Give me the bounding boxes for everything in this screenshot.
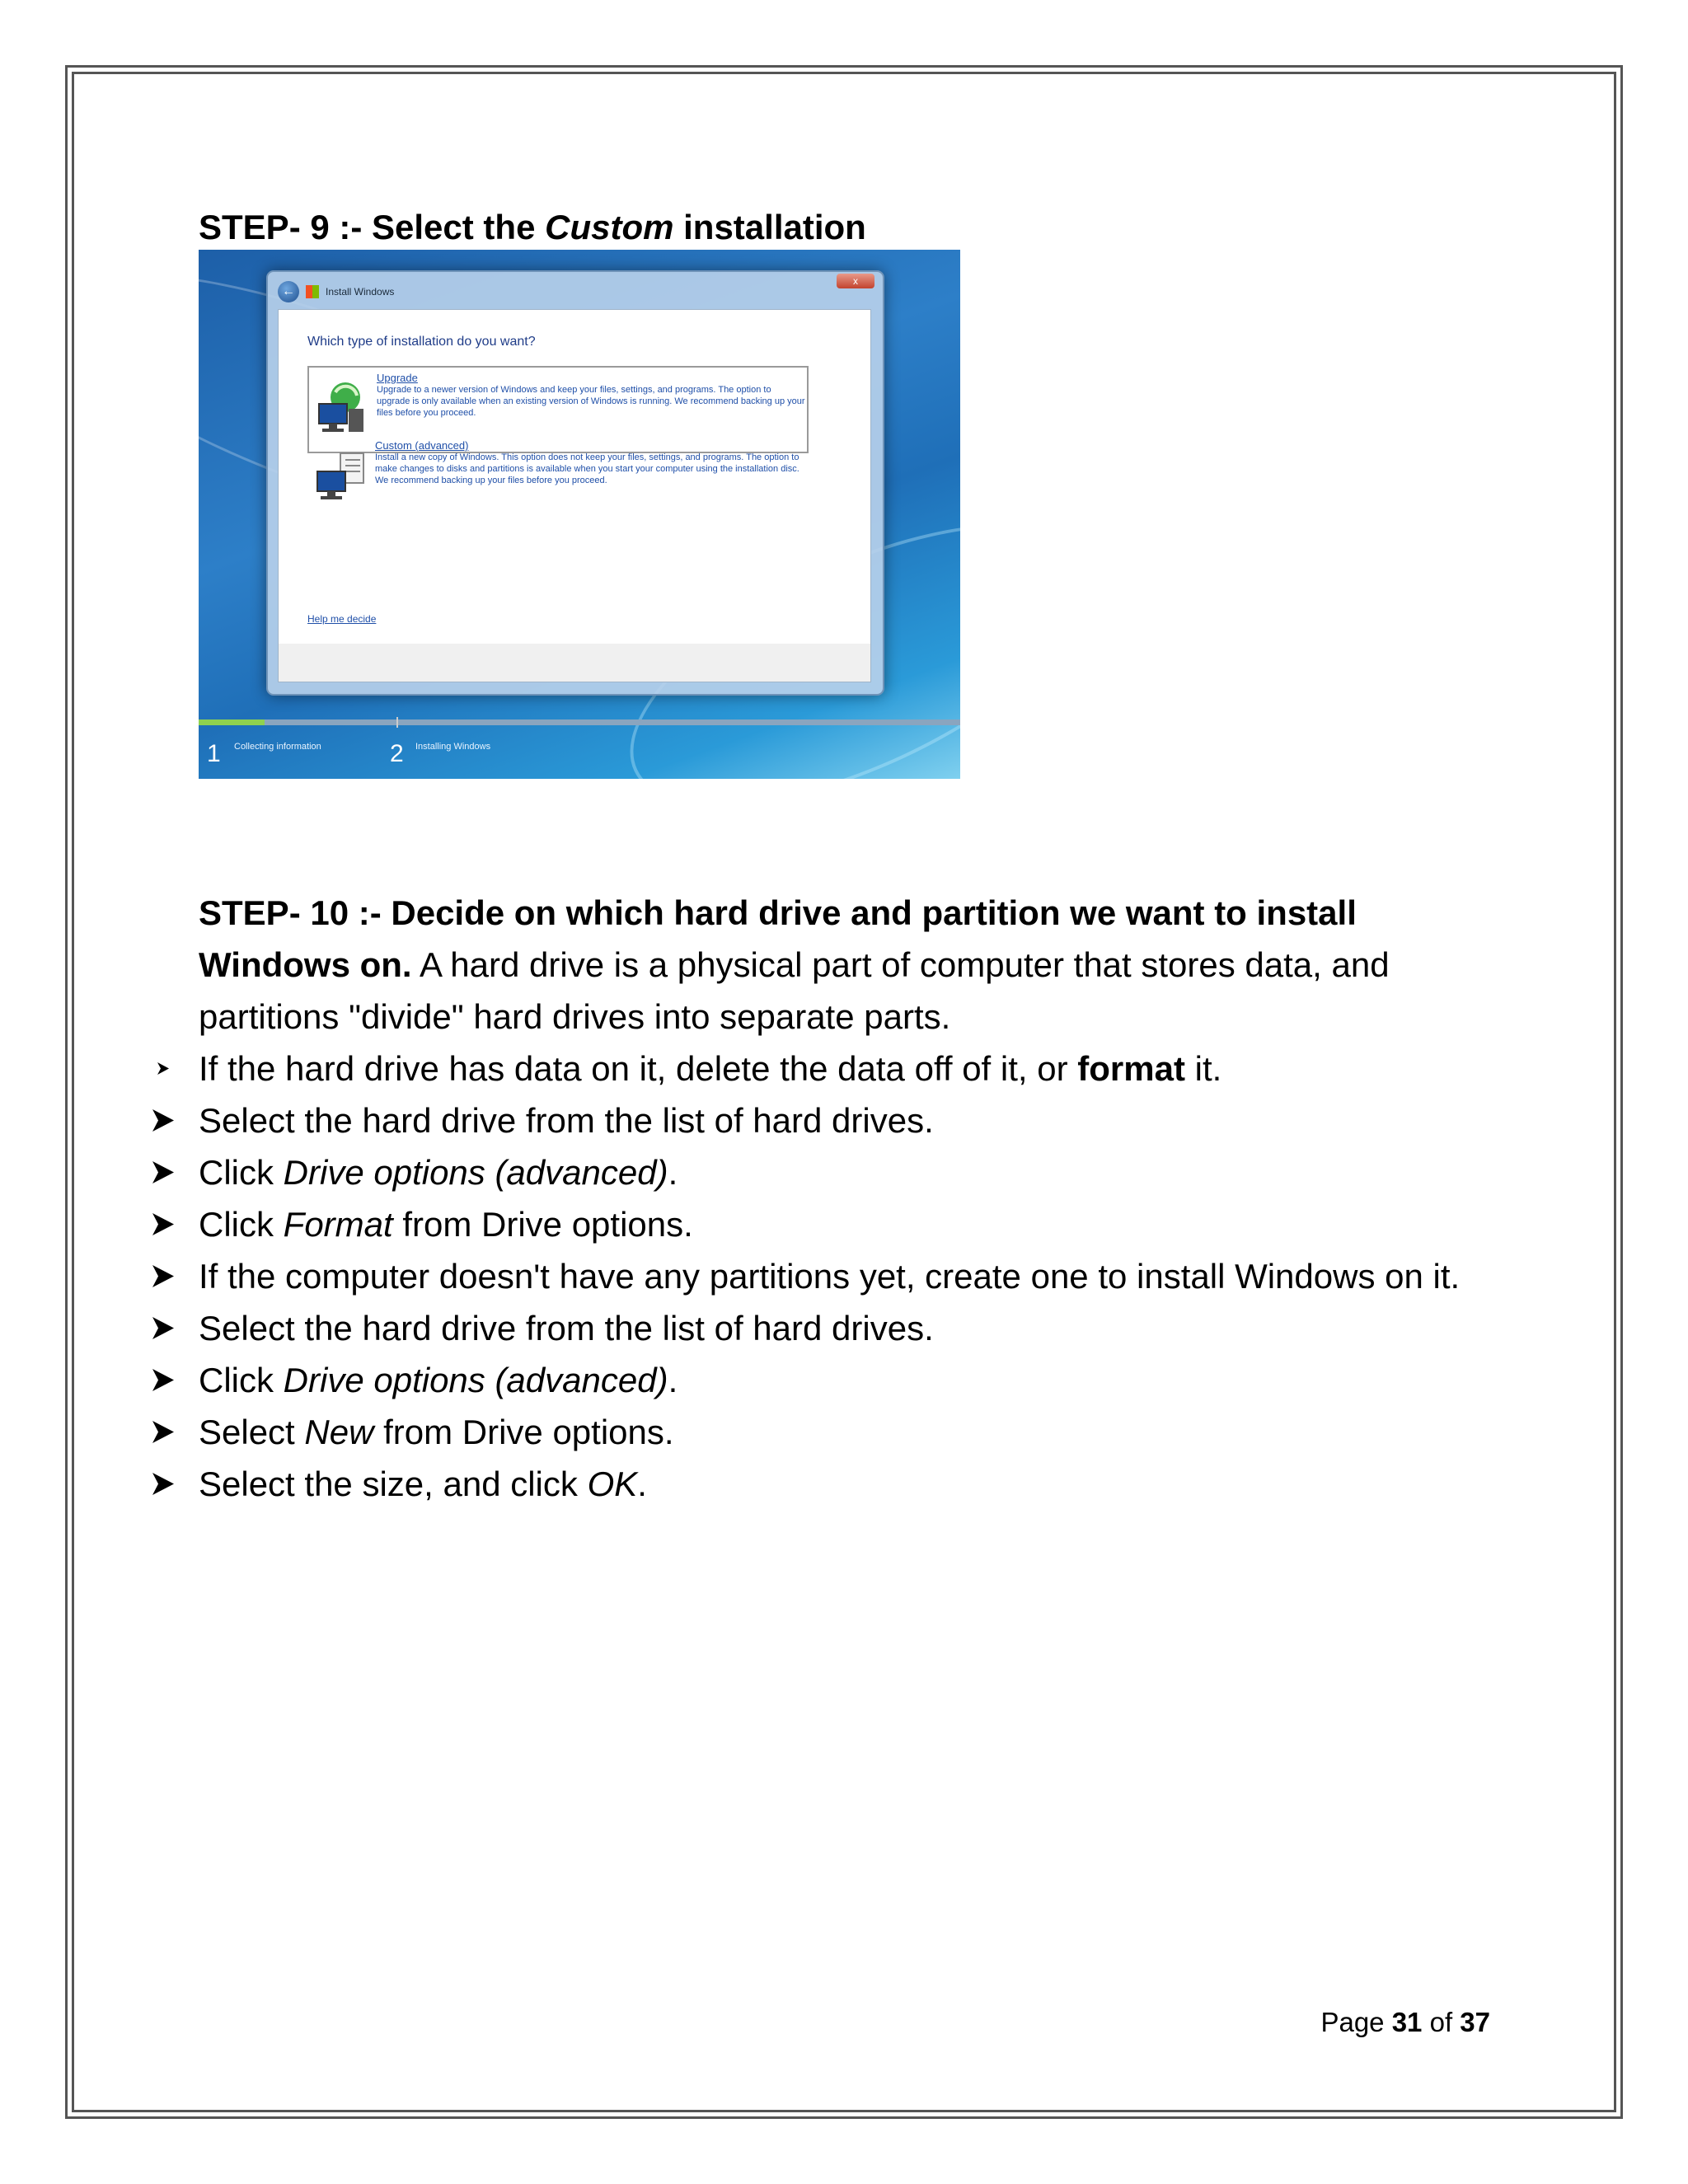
list-item-text: Select the hard drive from the list of hard drives.: [199, 1309, 934, 1347]
list-item-text-end: .: [637, 1465, 647, 1503]
setup-step-number: 1: [207, 740, 221, 767]
arrow-bullet-icon: [149, 1250, 182, 1302]
list-item: [149, 1146, 1501, 1198]
dialog-body: [278, 309, 871, 644]
upgrade-computer-icon: [314, 377, 368, 435]
step10-heading: STEP- 10 :- Decide on which hard drive and partition we want to install Windows on.: [199, 893, 1357, 984]
list-item-text-end: .: [668, 1153, 678, 1192]
list-item: [149, 1406, 1501, 1458]
list-item-text-end: it.: [1184, 1049, 1222, 1088]
close-button[interactable]: x: [837, 274, 874, 288]
footer-page-word: Page: [1320, 2007, 1392, 2037]
dialog-footer: [278, 644, 871, 682]
list-item-italic: Drive options (advanced): [283, 1153, 668, 1192]
list-item-text: If the computer doesn't have any partitions yet, create one to install Windows on it.: [199, 1257, 1461, 1296]
arrow-bullet-icon: [149, 1302, 182, 1354]
list-item: [149, 1094, 1501, 1146]
list-item-text-end: from Drive options.: [373, 1413, 674, 1451]
arrow-bullet-icon: [149, 1146, 182, 1198]
list-item-text: Click: [199, 1205, 284, 1244]
setup-step-number: 2: [390, 740, 404, 767]
custom-option[interactable]: [307, 435, 809, 523]
step9-heading-italic: Custom: [545, 208, 674, 246]
list-item-text: Select the hard drive from the list of hard drives.: [199, 1101, 934, 1140]
custom-computer-icon: [312, 445, 367, 503]
step9-section: [199, 204, 1501, 251]
list-item-bold: format: [1077, 1049, 1185, 1088]
list-item: [149, 1302, 1501, 1354]
upgrade-option-text: [377, 373, 805, 419]
current-page-number: 31: [1391, 2007, 1423, 2037]
upgrade-option-description: Upgrade to a newer version of Windows and keep your files, settings, and programs. The option to upgrade is only available when an existing version of Windows is running. We recommend backing up your files before you proceed.: [377, 385, 805, 418]
setup-progress-bar: [199, 719, 960, 725]
list-item-italic: New: [304, 1413, 374, 1451]
list-item-text: Select: [199, 1413, 305, 1451]
arrow-bullet-icon: [149, 1198, 182, 1250]
custom-option-text: [375, 440, 804, 486]
setup-progress-separator: [396, 717, 398, 728]
list-item: [149, 1198, 1501, 1250]
instruction-list: [149, 1043, 1501, 1510]
list-item: [149, 1458, 1501, 1510]
total-page-count: 37: [1460, 2007, 1490, 2037]
custom-option-description: Install a new copy of Windows. This option does not keep your files, settings, and programs. The option to make changes to disks and partitions is available when you start your computer using the installation disc. We recommend backing up your files before you proceed.: [375, 452, 799, 485]
list-item-italic: Drive options (advanced): [283, 1361, 668, 1399]
step10-paragraph: [199, 887, 1501, 1043]
upgrade-option-title: Upgrade: [377, 372, 418, 384]
step9-heading: [199, 204, 1501, 251]
page-footer: [1320, 2007, 1490, 2038]
dialog-title: Install Windows: [326, 286, 395, 298]
install-dialog: [266, 270, 884, 696]
list-item-text-end: from Drive options.: [392, 1205, 693, 1244]
list-item: [149, 1043, 1501, 1094]
footer-of-word: of: [1422, 2007, 1461, 2037]
install-question: Which type of installation do you want?: [307, 335, 536, 349]
back-arrow-icon[interactable]: ←: [278, 281, 299, 302]
setup-progress-fill: [199, 719, 265, 725]
dialog-titlebar: [278, 280, 394, 303]
arrow-bullet-icon: [149, 1406, 182, 1458]
setup-step-label: Collecting information: [234, 742, 321, 752]
arrow-bullet-icon: [149, 1094, 182, 1146]
list-item-text: Click: [199, 1153, 284, 1192]
list-item-italic: OK: [587, 1465, 638, 1503]
step10-text: A hard drive is a physical part of computer that stores data, and partitions "divide" hard drives into separate parts.: [199, 945, 1390, 1036]
list-item-text: Click: [199, 1361, 284, 1399]
list-item-text: Select the size, and click: [199, 1465, 588, 1503]
step9-heading-prefix: STEP- 9 :- Select the: [199, 208, 546, 246]
list-item-text-end: .: [668, 1361, 678, 1399]
list-item: [149, 1354, 1501, 1406]
list-item-text: If the hard drive has data on it, delete the data off of it, or: [199, 1049, 1078, 1088]
arrow-bullet-icon: [149, 1043, 182, 1094]
windows-flag-icon: [306, 285, 319, 298]
step9-heading-suffix: installation: [673, 208, 866, 246]
help-me-decide-link[interactable]: Help me decide: [307, 613, 377, 625]
arrow-bullet-icon: [149, 1354, 182, 1406]
install-windows-screenshot: [199, 250, 960, 779]
arrow-bullet-icon: [149, 1458, 182, 1510]
custom-option-title: Custom (advanced): [375, 439, 469, 452]
list-item: [149, 1250, 1501, 1302]
setup-step-label: Installing Windows: [415, 742, 491, 752]
list-item-italic: Format: [283, 1205, 393, 1244]
